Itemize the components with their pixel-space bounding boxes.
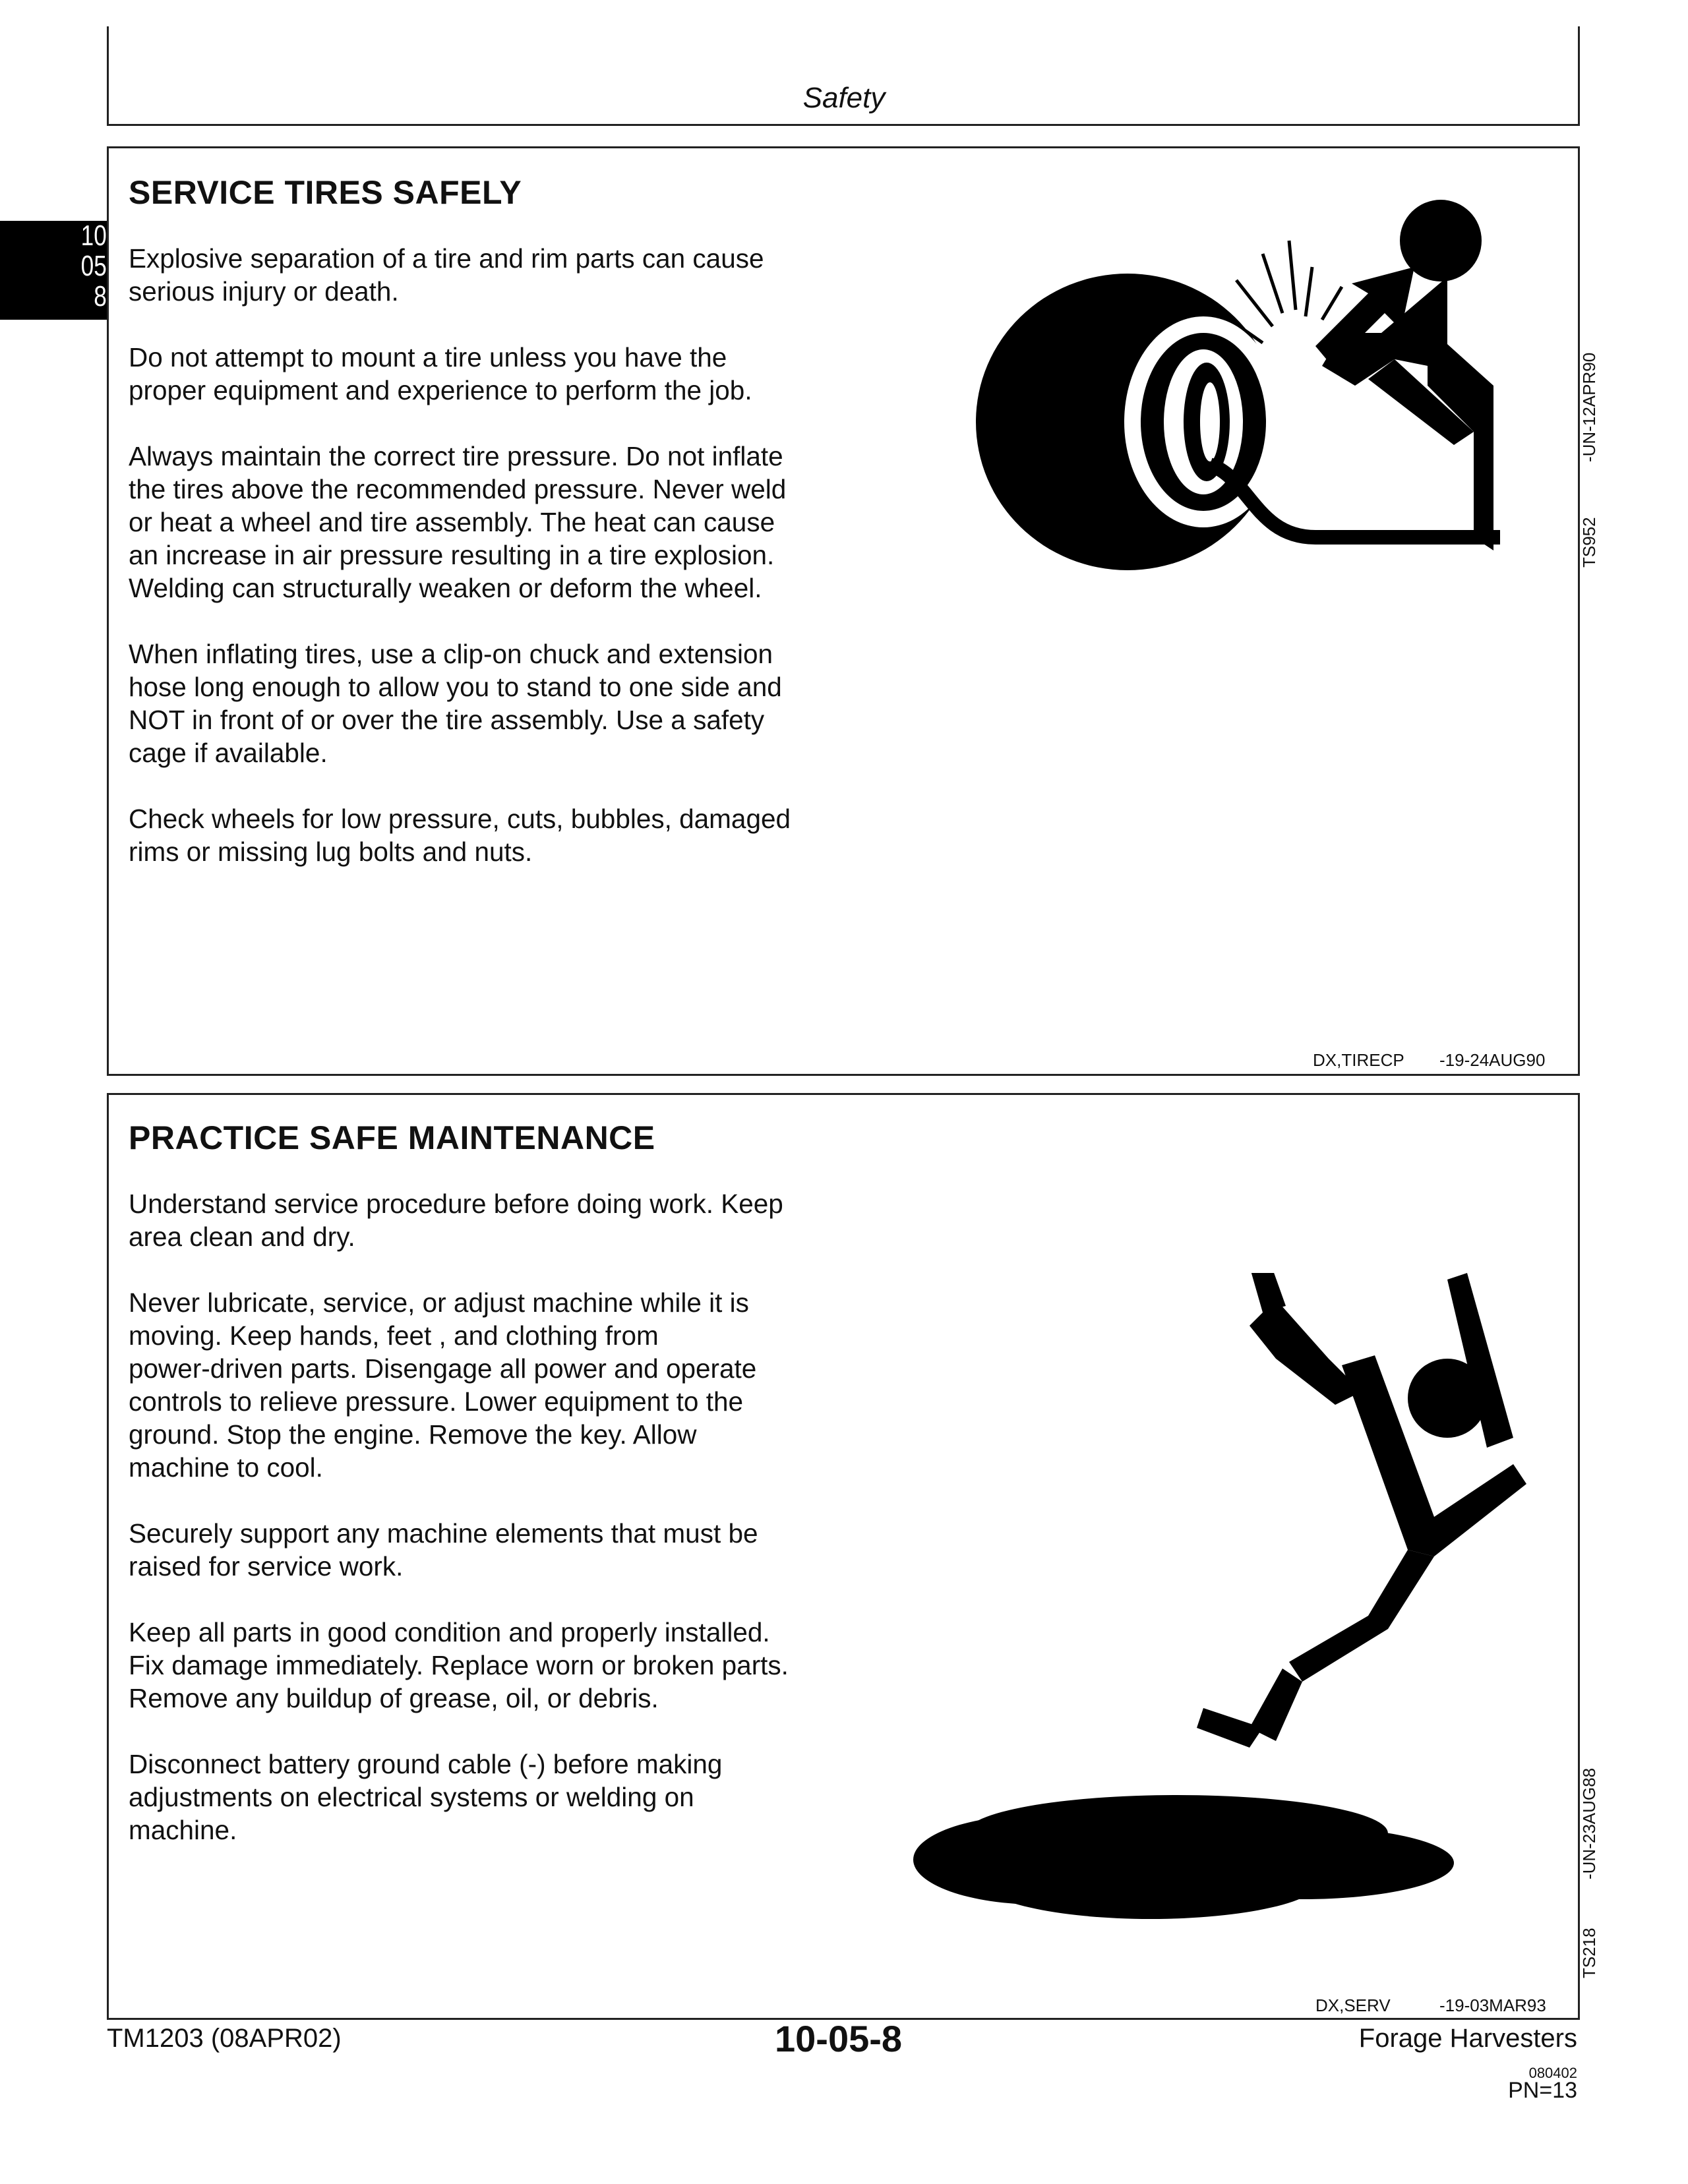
footer-manual-id: TM1203 (08APR02) (107, 2024, 342, 2053)
header-rule-right (1578, 26, 1580, 125)
figure-number: TS218 (1579, 1928, 1599, 1978)
paragraph: Disconnect battery ground cable (-) before making adjustments on electrical systems or welding on machine. (129, 1749, 723, 1845)
footer-product: Forage Harvesters (1358, 2024, 1577, 2053)
safe-maintenance-section (107, 1093, 1599, 2020)
reference-code: DX,TIRECP (1313, 1050, 1404, 1070)
header-rule (107, 124, 1580, 126)
paragraph: Always maintain the correct tire pressure. Do not inflate the tires above the recommended pressure. Never weld or heat a wheel and tire assembly. The heat can cause an increase in air pressure resulting in a tire explosion. Welding can structurally weaken or deform the wheel. (129, 441, 787, 603)
section-tab (0, 221, 109, 320)
figure-code: -UN-23AUG88 (1579, 1767, 1599, 1879)
paragraph: When inflating tires, use a clip-on chuck and extension hose long enough to allow you to stand to one side and NOT in front of or over the tire assembly. Use a safety cage if available. (129, 639, 782, 768)
paragraph: Do not attempt to mount a tire unless you have the proper equipment and experience to perform the job. (129, 342, 752, 405)
paragraph: Securely support any machine elements that must be raised for service work. (129, 1518, 758, 1581)
slipping-person-illustration (907, 1273, 1573, 1939)
footer-page-number: 10-05-8 (775, 2018, 903, 2059)
reference-date: -19-24AUG90 (1439, 1050, 1546, 1070)
paragraph: Check wheels for low pressure, cuts, bubbles, damaged rims or missing lug bolts and nuts. (129, 804, 791, 867)
tire-explosion-illustration (973, 168, 1500, 577)
paragraph: Understand service procedure before doing work. Keep area clean and dry. (129, 1189, 783, 1252)
figure-code: -UN-12APR90 (1579, 352, 1599, 462)
paragraph: Explosive separation of a tire and rim parts can cause serious injury or death. (129, 243, 764, 307)
section-title: PRACTICE SAFE MAINTENANCE (129, 1119, 655, 1156)
footer-pn: PN=13 (1508, 2078, 1577, 2103)
figure-number: TS952 (1579, 517, 1599, 568)
paragraph: Never lubricate, service, or adjust machine while it is moving. Keep hands, feet , and clothing from power-driven parts. Disengage all power and operate controls to relieve pressure. Lower equipment to the ground. Stop the engine. Remove the key. Allow machine to cool. (129, 1287, 757, 1483)
section-tab-line1: 10 (80, 220, 107, 252)
service-tires-section (107, 146, 1599, 1076)
page-header-title: Safety (802, 82, 886, 114)
reference-date: -19-03MAR93 (1439, 1995, 1546, 2015)
section-tab-line2: 05 (80, 250, 107, 282)
paragraph: Keep all parts in good condition and properly installed. Fix damage immediately. Replace worn or broken parts. Remove any buildup of grease, oil, or debris. (129, 1617, 789, 1713)
reference-code: DX,SERV (1315, 1995, 1391, 2015)
section-tab-line3: 8 (94, 280, 107, 312)
section-title: SERVICE TIRES SAFELY (129, 174, 522, 211)
footer-date-code: 080402 (1528, 2065, 1577, 2081)
header-rule-left (107, 26, 109, 125)
